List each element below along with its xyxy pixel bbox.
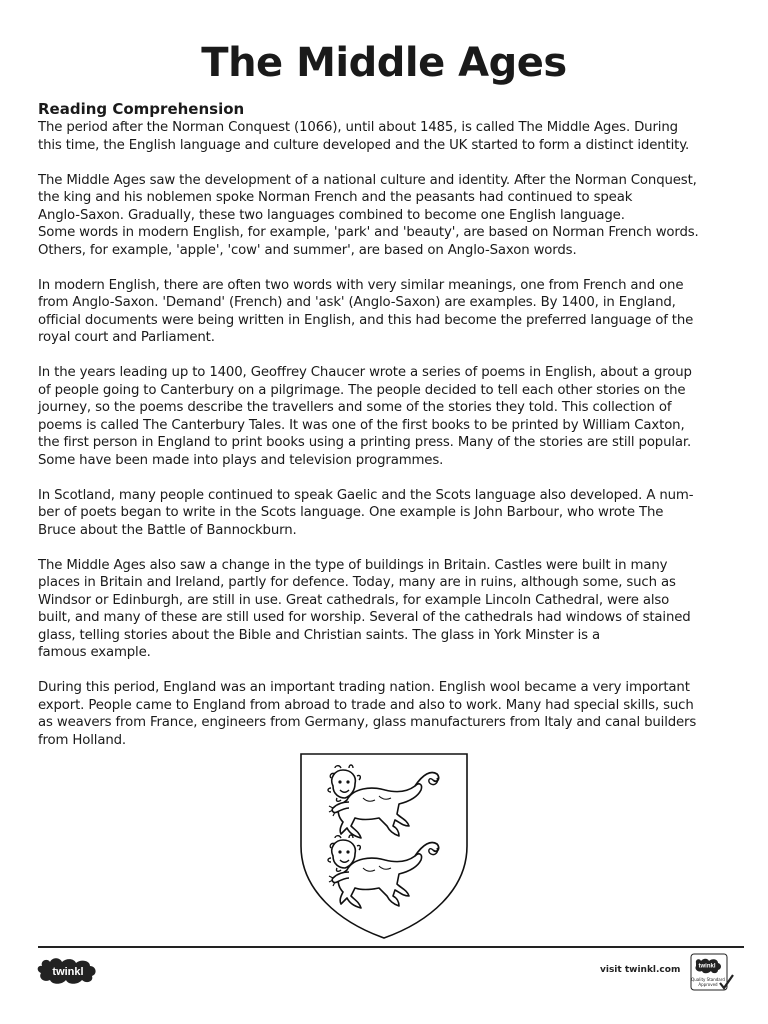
- paragraph-line: famous example.: [38, 645, 151, 660]
- visit-link[interactable]: visit twinkl.com: [600, 965, 681, 975]
- paragraph-line: royal court and Parliament.: [38, 330, 215, 345]
- paragraph-line: The Middle Ages saw the development of a national culture and identity. After the Norman Conquest,: [38, 172, 697, 188]
- paragraph-line: Bruce about the Battle of Bannockburn.: [38, 522, 297, 538]
- paragraph-line: In Scotland, many people continued to speak Gaelic and the Scots language also developed. A num-: [38, 487, 694, 503]
- paragraph-line: places in Britain and Ireland, partly for defence. Today, many are in ruins, although some, such as: [38, 575, 676, 590]
- badge-label: [690, 977, 726, 987]
- paragraph: [38, 487, 738, 540]
- badge-line-2: Approved: [698, 982, 718, 987]
- paragraph-line: from Anglo-Saxon. 'Demand' (French) and 'ask' (Anglo-Saxon) are examples. By 1400, in England,: [38, 295, 676, 310]
- paragraph-line: as weavers from France, engineers from Germany, glass manufacturers from Italy and canal builders: [38, 715, 697, 730]
- paragraph-line: glass, telling stories about the Bible and Christian saints. The glass in York Minster is a: [38, 627, 600, 643]
- paragraph: [38, 679, 738, 749]
- paragraph-line: Anglo-Saxon. Gradually, these two languages combined to become one English language.: [38, 207, 625, 223]
- paragraph-line: official documents were being written in English, and this had become the preferred language of the: [38, 312, 694, 328]
- paragraph-line: Some have been made into plays and television programmes.: [38, 452, 444, 468]
- paragraph: [38, 119, 738, 154]
- paragraph: [38, 557, 738, 662]
- footer-divider: [38, 946, 744, 948]
- paragraph-line: export. People came to England from abroad to trade and also to work. Many had special skills, such: [38, 697, 694, 713]
- logo-text: twinkl: [52, 966, 84, 978]
- badge-line-1: Quality Standard: [691, 977, 725, 982]
- three-lions-shield-icon: [299, 750, 469, 940]
- twinkl-logo[interactable]: [36, 956, 100, 986]
- badge-title: twinkl: [698, 963, 716, 970]
- paragraph-line: Some words in modern English, for example, 'park' and 'beauty', are based on Norman French words.: [38, 225, 699, 240]
- paragraph-line: the first person in England to print books using a printing press. Many of the stories are still popular.: [38, 435, 692, 450]
- paragraph-line: of people going to Canterbury on a pilgrimage. The people decided to tell each other stories on the: [38, 382, 686, 398]
- paragraph-line: In modern English, there are often two words with very similar meanings, one from French and one: [38, 277, 684, 293]
- paragraph-line: ber of poets began to write in the Scots language. One example is John Barbour, who wrote The: [38, 505, 664, 520]
- paragraph: [38, 277, 738, 347]
- section-heading: Reading Comprehension: [38, 100, 245, 118]
- paragraph: [38, 172, 738, 260]
- paragraph-line: from Holland.: [38, 732, 126, 748]
- paragraph-line: Others, for example, 'apple', 'cow' and summer', are based on Anglo-Saxon words.: [38, 242, 577, 258]
- paragraph-line: the king and his noblemen spoke Norman French and the peasants had continued to speak: [38, 190, 633, 205]
- quality-badge-icon: [690, 953, 734, 993]
- paragraph-line: this time, the English language and culture developed and the UK started to form a distinct identity.: [38, 137, 690, 153]
- reading-passage: [38, 119, 738, 767]
- page-title: The Middle Ages: [201, 40, 567, 86]
- paragraph-line: poems is called The Canterbury Tales. It was one of the first books to be printed by William Caxton,: [38, 417, 685, 433]
- paragraph-line: During this period, England was an important trading nation. English wool became a very important: [38, 680, 690, 695]
- paragraph-line: journey, so the poems describe the travellers and some of the stories they told. This collection of: [38, 400, 672, 415]
- paragraph-line: built, and many of these are still used for worship. Several of the cathedrals had windows of stained: [38, 610, 691, 625]
- paragraph: [38, 364, 738, 469]
- paragraph-line: Windsor or Edinburgh, are still in use. Great cathedrals, for example Lincoln Cathedral, were also: [38, 592, 670, 608]
- paragraph-line: In the years leading up to 1400, Geoffrey Chaucer wrote a series of poems in English, about a group: [38, 365, 692, 380]
- paragraph-line: The Middle Ages also saw a change in the type of buildings in Britain. Castles were built in many: [38, 557, 668, 573]
- paragraph-line: The period after the Norman Conquest (1066), until about 1485, is called The Middle Ages. During: [38, 120, 678, 135]
